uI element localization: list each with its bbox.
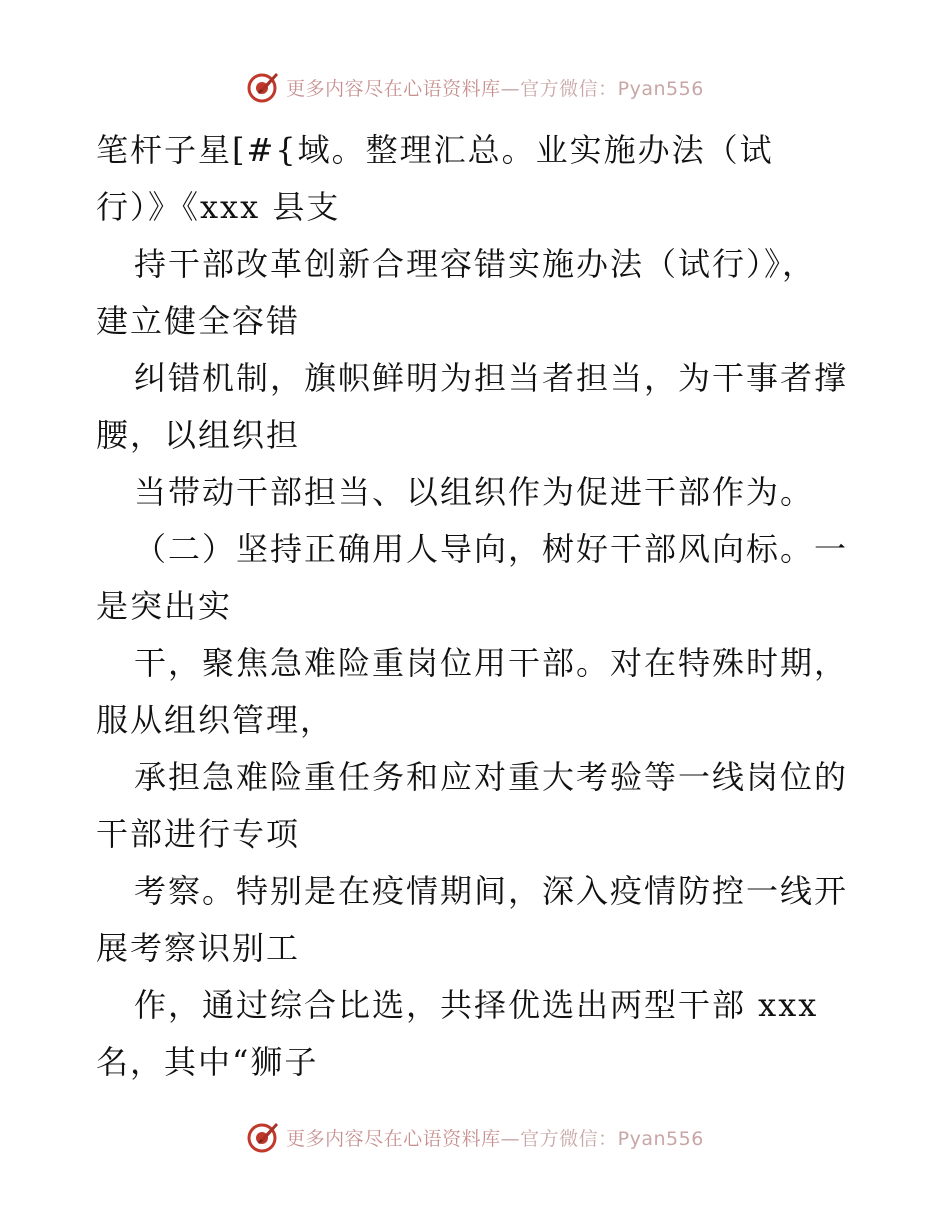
header-site-name: 更多内容尽在心语资料库 xyxy=(286,77,501,100)
body-line: 是突出实 xyxy=(96,587,233,625)
body-line: 纠错机制，旗帜鲜明为担当者担当，为干事者撑 xyxy=(134,359,849,397)
body-line: 考察。特别是在疫情期间，深入疫情防控一线开 xyxy=(134,872,849,910)
body-line: （二）坚持正确用人导向，树好干部风向标。一 xyxy=(134,530,849,568)
body-line: 展考察识别工 xyxy=(96,929,301,967)
body-line: 名，其中“狮子 xyxy=(96,1043,319,1081)
footer-banner xyxy=(0,1120,950,1154)
body-line: 干，聚焦急难险重岗位用干部。对在特殊时期， xyxy=(134,644,849,682)
header-banner-text xyxy=(286,74,704,101)
body-line: 干部进行专项 xyxy=(96,815,301,853)
body-line: 承担急难险重任务和应对重大考验等一线岗位的 xyxy=(134,758,849,796)
body-line: 笔杆子星[#{域。整理汇总。业实施办法（试 xyxy=(96,131,774,169)
footer-site-name: 更多内容尽在心语资料库 xyxy=(286,1127,501,1150)
header-separator: — xyxy=(500,77,521,100)
body-line: 腰，以组织担 xyxy=(96,416,301,454)
body-line: 行）》《xxx 县支 xyxy=(96,188,341,226)
header-wechat: 官方微信：Pyan556 xyxy=(520,77,704,100)
quill-logo-icon xyxy=(246,70,280,104)
body-line: 建立健全容错 xyxy=(96,302,301,340)
document-body xyxy=(96,122,876,1091)
body-line: 当带动干部担当、以组织作为促进干部作为。 xyxy=(134,473,815,511)
header-banner xyxy=(0,70,950,104)
footer-separator: — xyxy=(500,1127,521,1150)
body-line: 作，通过综合比选，共择优选出两型干部 xxx xyxy=(134,986,819,1024)
footer-wechat: 官方微信：Pyan556 xyxy=(520,1127,704,1150)
body-line: 持干部改革创新合理容错实施办法（试行）》， xyxy=(134,245,817,283)
body-line: 服从组织管理， xyxy=(96,701,335,739)
quill-logo-icon xyxy=(246,1120,280,1154)
footer-banner-text xyxy=(286,1124,704,1151)
